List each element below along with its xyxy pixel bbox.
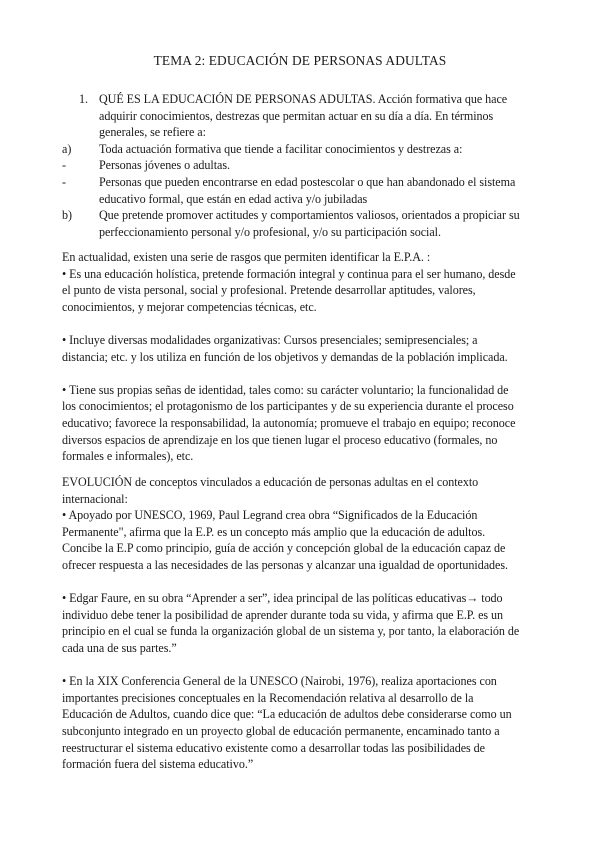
list-item xyxy=(62,207,524,240)
numbered-item xyxy=(62,91,524,141)
section-definition xyxy=(62,91,524,240)
rasgos-bullet: • Incluye diversas modalidades organizativas: Cursos presenciales; semipresenciales; a distancia; etc. y los utiliza en función de los objetivos y demandas de la población implicada. xyxy=(62,332,508,364)
list-item-text: Toda actuación formativa que tiende a facilitar conocimientos y destrezas a: xyxy=(99,141,463,156)
evolucion-bullet: • En la XIX Conferencia General de la UNESCO (Nairobi, 1976), realiza aportaciones con importantes precisiones conceptuales en la Recomendación relativa al desarrollo de la Educación de Adultos, cuando dice que: “La educación de adultos debe considerarse como un subconjunto integrado en un proyecto global de educación permanente, encaminado tanto a reestructurar el sistema educativo existente como a desarrollar todas las posibilidades de formación fuera del sistema educativo.” xyxy=(62,674,512,772)
evolucion-bullet: • Edgar Faure, en su obra “Aprender a ser”, idea principal de las políticas educativas→ todo individuo debe tener la posibilidad de aprender durante toda su vida, y afirma que E.P. es un principio en el cual se funda la organización global de un sistema y, por tanto, la elaboración de cada una de sus partes.” xyxy=(62,591,520,655)
list-marker: - xyxy=(62,158,66,173)
definition-paragraph xyxy=(99,91,524,141)
list-marker: a) xyxy=(62,141,72,156)
rasgos-intro: En actualidad, existen una serie de rasgos que permiten identificar la E.P.A. : xyxy=(62,250,431,264)
definition-text: . Acción formativa que hace adquirir conocimientos, destrezas que permitan actuar en su día a día. En términos generales, se refiere a: xyxy=(99,92,508,140)
section-heading: QUÉ ES LA EDUCACIÓN DE PERSONAS ADULTAS xyxy=(99,92,373,106)
list-marker: b) xyxy=(62,208,72,223)
list-item xyxy=(62,174,524,207)
list-item xyxy=(62,141,524,158)
evolucion-bullet: • Apoyado por UNESCO, 1969, Paul Legrand crea obra “Significados de la Educación Permanente", afirma que la E.P. es un concepto más amplio que la educación de adultos. Concibe la E.P como principio, guía de acción y concepción global de la educación capaz de ofrecer respuesta a las necesidades de las personas y alcanzar una igualdad de oportunidades. xyxy=(62,508,508,572)
evolucion-intro: EVOLUCIÓN de conceptos vinculados a educación de personas adultas en el contexto internacional: xyxy=(62,475,479,506)
section-evolucion xyxy=(62,474,524,773)
item-number: 1. xyxy=(79,92,88,106)
rasgos-bullet: • Tiene sus propias señas de identidad, tales como: su carácter voluntario; la funcionalidad de los conocimientos; el protagonismo de los participantes y de su experiencia durante el proceso educativo; favorece la responsabilidad, la autonomía; promueve el trabajo en equipo; reconoce diversos espacios de aprendizaje en los que tienen lugar el proceso educativo (formales, no formales e informales), etc. xyxy=(62,382,516,464)
list-item-text: Personas que pueden encontrarse en edad postescolar o que han abandonado el sistema educativo formal, que están en edad activa y/o jubiladas xyxy=(99,174,516,206)
list-item-text: Que pretende promover actitudes y comportamientos valiosos, orientados a propiciar su perfeccionamiento personal y/o profesional, y/o su participación social. xyxy=(99,208,520,239)
list-item-text: Personas jóvenes o adultas. xyxy=(99,158,230,173)
list-marker: - xyxy=(62,174,66,189)
rasgos-bullet: • Es una educación holística, pretende formación integral y continua para el ser humano, desde el punto de vista personal, social y profesional. Pretende desarrollar aptitudes, valores, conocimientos, y mejorar competencias técnicas, etc. xyxy=(62,266,516,314)
section-rasgos xyxy=(62,249,524,465)
page-title: TEMA 2: EDUCACIÓN DE PERSONAS ADULTAS xyxy=(153,53,447,68)
list-item xyxy=(62,157,524,174)
